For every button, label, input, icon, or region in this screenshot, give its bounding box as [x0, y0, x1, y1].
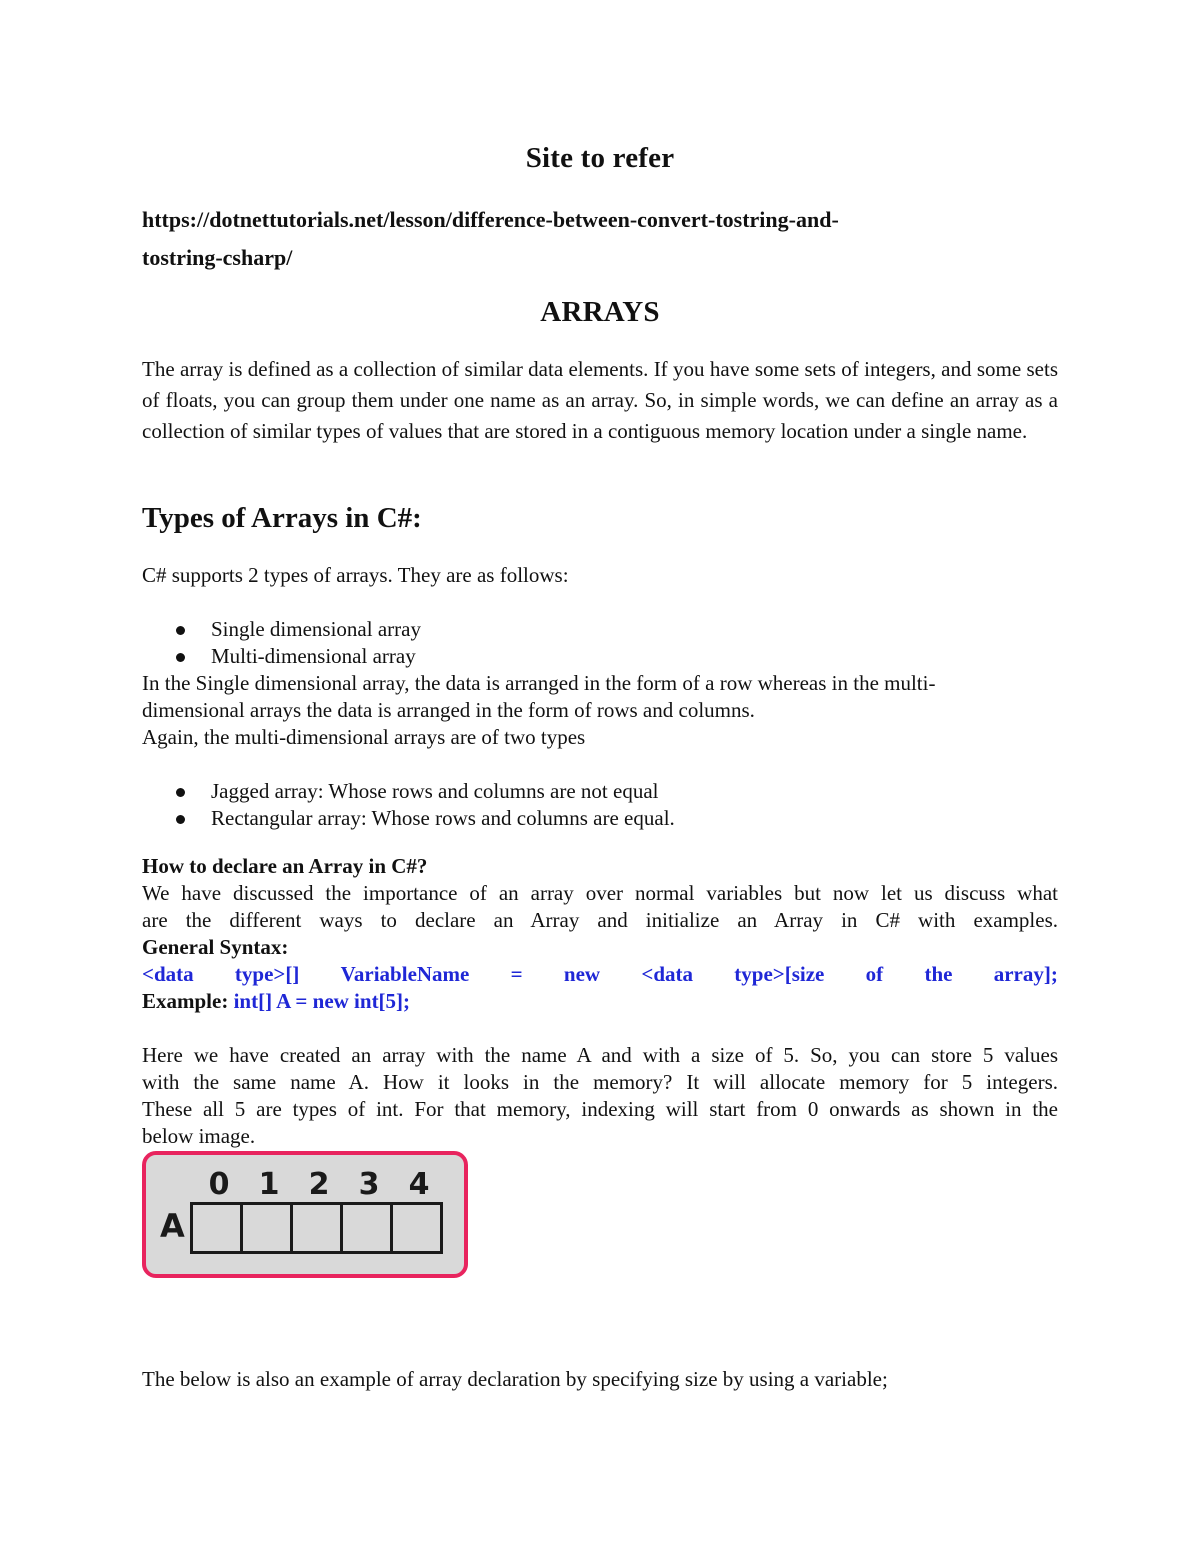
array-cell [243, 1205, 293, 1251]
site-url[interactable] [142, 201, 1058, 277]
syntax-token: VariableName [340, 962, 470, 986]
array-cell [193, 1205, 243, 1251]
syntax-token: <data [641, 962, 693, 986]
bullet-icon [176, 653, 185, 662]
memory-text-line-4: below image. [142, 1124, 256, 1148]
memory-text-line-3: These all 5 are types of int. For that memory, indexing will start from 0 onwards as shown in the [142, 1097, 1058, 1121]
syntax-token: array]; [993, 962, 1058, 986]
memory-text-line-1: Here we have created an array with the name A and with a size of 5. So, you can store 5 values [142, 1043, 1058, 1067]
general-syntax-code [142, 961, 1058, 988]
arrays-heading: ARRAYS [540, 296, 660, 328]
example-line [142, 988, 1058, 1015]
memory-text [142, 1042, 1058, 1150]
closing-text: The below is also an example of array declaration by specifying size by using a variable; [142, 1367, 888, 1391]
syntax-token: the [924, 962, 953, 986]
syntax-token: type>[size [734, 962, 825, 986]
array-cell [393, 1205, 440, 1251]
array-name-label: A [160, 1207, 185, 1245]
types-explain-line-3: Again, the multi-dimensional arrays are of two types [142, 725, 586, 749]
array-index-label: 2 [308, 1167, 330, 1202]
syntax-token: = [510, 962, 523, 986]
list-item: Single dimensional array [142, 616, 1058, 643]
array-cell [293, 1205, 343, 1251]
intro-paragraph: The array is defined as a collection of similar data elements. If you have some sets of integers, and some sets of floats, you can group them under one name as an array. So, in simple words, we can define an array as a collection of similar types of values that are stored in a contiguous memory location under a single name. [142, 357, 1058, 443]
declare-heading: How to declare an Array in C#? [142, 854, 428, 878]
syntax-token: <data [142, 962, 194, 986]
array-memory-diagram [142, 1151, 468, 1278]
array-index-label: 4 [408, 1167, 430, 1202]
multi-dimensional-types-list [142, 778, 1058, 832]
types-explain-line-2: dimensional arrays the data is arranged in the form of rows and columns. [142, 698, 755, 722]
declare-text-line-2: are the different ways to declare an Array and initialize an Array in C# with examples. [142, 908, 1058, 932]
array-cell [343, 1205, 393, 1251]
syntax-token: of [865, 962, 884, 986]
types-explanation [142, 670, 1058, 751]
bullet-icon [176, 626, 185, 635]
types-list [142, 616, 1058, 670]
list-item: Jagged array: Whose rows and columns are not equal [142, 778, 1058, 805]
list-item: Rectangular array: Whose rows and columns are equal. [142, 805, 1058, 832]
array-index-label: 3 [358, 1167, 380, 1202]
types-heading: Types of Arrays in C#: [142, 502, 422, 534]
example-code: int[] A = new int[5]; [233, 989, 411, 1013]
bullet-icon [176, 788, 185, 797]
site-url-line-1[interactable]: https://dotnettutorials.net/lesson/difference-between-convert-tostring-and- [142, 207, 839, 232]
declare-text-line-1: We have discussed the importance of an array over normal variables but now let us discuss what [142, 881, 1058, 905]
types-intro: C# supports 2 types of arrays. They are as follows: [142, 563, 569, 587]
array-index-label: 1 [258, 1167, 280, 1202]
array-index-label: 0 [208, 1167, 230, 1202]
list-item: Multi-dimensional array [142, 643, 1058, 670]
general-syntax-label: General Syntax: [142, 935, 289, 959]
array-cells [190, 1202, 443, 1254]
types-explain-line-1: In the Single dimensional array, the data is arranged in the form of a row whereas in the multi- [142, 671, 936, 695]
example-label: Example: [142, 989, 229, 1013]
syntax-token: new [563, 962, 601, 986]
site-heading: Site to refer [525, 142, 675, 174]
site-url-line-2[interactable]: tostring-csharp/ [142, 245, 293, 270]
syntax-token: type>[] [234, 962, 300, 986]
memory-text-line-2: with the same name A. How it looks in the memory? It will allocate memory for 5 integers. [142, 1070, 1058, 1094]
bullet-icon [176, 815, 185, 824]
declare-text [142, 880, 1058, 934]
